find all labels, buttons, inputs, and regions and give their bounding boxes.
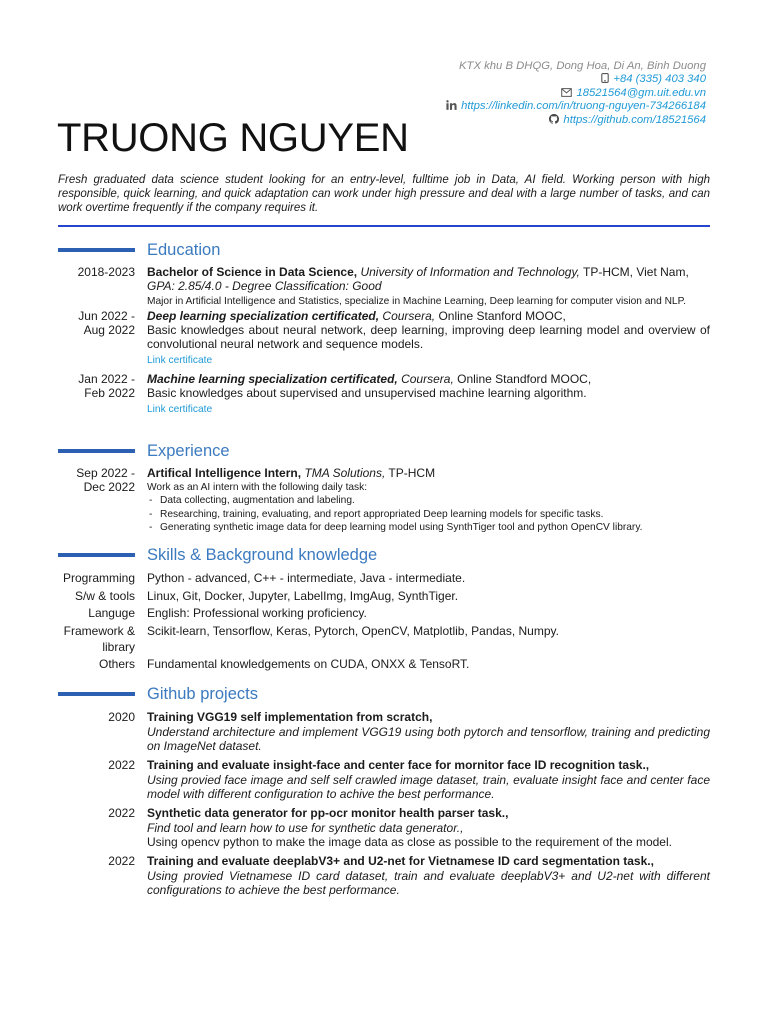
project-description: Understand architecture and implement VGG19 using both pytorch and tensorflow, training and predicting on ImageNet dataset. [147,724,710,753]
entry-date [58,372,135,416]
envelope-icon [561,88,572,97]
skill-label: Programming [62,571,135,585]
date-line: Feb 2022 [84,386,135,400]
task-text: Data collecting, augmentation and labeling. [160,495,355,507]
certificate-title: Deep learning specialization certificated, [147,309,380,323]
course-source: Online Stanford MOOC, [438,309,566,323]
certificate-link[interactable]: Link certificate [147,404,213,415]
provider: Coursera, [382,309,436,323]
project-year: 2022 [108,854,135,868]
entry-content [147,309,710,367]
task-item [147,521,710,534]
email-line [446,87,706,100]
projects-heading-row [58,684,710,704]
task-item [147,494,710,507]
entry-headline [147,372,710,386]
project-description: Using provied face image and self self crawled image dataset, train, evaluate insight face and center face model with different configuration to achive the best performance. [147,772,710,801]
task-list [147,494,710,534]
phone-link[interactable]: +84 (335) 403 340 [613,73,706,86]
project-content [147,758,710,802]
github-line [446,114,706,127]
contact-block [446,60,706,127]
skill-label: Others [98,657,135,671]
date-line: Sep 2022 - [76,466,135,480]
email-link[interactable]: 18521564@gm.uit.edu.vn [576,86,706,99]
entry-date [58,265,135,308]
entry-content [147,372,710,416]
education-section [58,240,710,416]
section-bar [58,248,135,252]
location: TP-HCM [388,466,436,480]
skill-row [58,588,710,604]
project-title [147,758,710,773]
entry-date [58,309,135,367]
skill-label: Languge [88,606,135,620]
address: KTX khu B DHQG, Dong Hoa, Di An, Binh Duong [459,60,706,72]
skills-heading: Skills & Background knowledge [147,546,378,564]
candidate-name: TRUONG NGUYEN [57,115,409,160]
institution: University of Information and Technology, [360,265,580,279]
linkedin-icon [446,100,457,110]
job-intro: Work as an AI intern with the following daily task: [147,482,368,493]
skill-value: English: Professional working proficiency. [147,606,367,620]
header-divider [58,225,710,227]
bullet-marker: - [149,495,153,507]
certificate-title: Machine learning specialization certificated, [147,372,398,386]
project-description: Find tool and learn how to use for synthetic data generator., [147,820,464,835]
skill-row [58,623,710,655]
project-title-text: Training and evaluate insight-face and center face for mornitor face ID recognition task., [147,758,650,772]
gpa-note: GPA: 2.85/4.0 - Degree Classification: Good [147,279,382,293]
phone-line [446,73,706,86]
major-detail: Major in Artificial Intelligence and Statistics, specialize in Machine Learning, Deep learning for computer vision and NLP. [147,296,686,307]
summary: Fresh graduated data science student looking for an entry-level, fulltime job in Data, AI field. Working person with high responsible, quick learning, and quick adaptation can work under high pressure and deal with a large number of tasks, and can work overtime frequently if the company requires it. [58,174,710,214]
skill-value: Python - advanced, C++ - intermediate, Java - intermediate. [147,571,466,585]
skill-row [58,656,710,672]
projects-section [58,684,710,898]
date-line: Jun 2022 - [78,309,135,323]
entry-headline [147,265,710,279]
certificate-description: Basic knowledges about neural network, deep learning, improving deep learning model and overview of convolutional neural network and sequence models. [147,323,710,351]
skill-label: Framework & library [63,623,135,654]
experience-entry [58,466,710,535]
github-link[interactable]: https://github.com/18521564 [563,113,706,126]
experience-section [58,441,710,535]
section-bar [58,449,135,453]
certificate-description: Basic knowledges about supervised and unsupervised machine learning algorithm. [147,386,587,400]
entry-headline [147,466,710,480]
skill-label: S/w & tools [74,588,135,603]
project-entry [58,710,710,754]
task-text: Generating synthetic image data for deep learning model using SynthTiger tool and python OpenCV library. [160,522,643,534]
project-content [147,854,710,898]
project-content [147,806,710,850]
certificate-link[interactable]: Link certificate [147,355,213,366]
job-details [147,481,710,535]
project-title [147,854,710,869]
project-description: Using provied Vietnamese ID card dataset, train and evaluate deeplabV3+ and U2-net with different configurations to achieve the best performance. [147,868,710,897]
linkedin-link[interactable]: https://linkedin.com/in/truong-nguyen-734266184 [461,100,706,113]
experience-heading-row [58,441,710,461]
skill-row [58,570,710,586]
company: TMA Solutions, [304,466,386,480]
skills-heading-row [58,545,710,565]
education-entry [58,372,710,416]
entry-date [58,466,135,535]
bullet-marker: - [149,522,153,534]
course-source: Online Standford MOOC, [457,372,592,386]
project-title-text: Synthetic data generator for pp-ocr monitor health parser task., [147,806,509,820]
location: TP-HCM, Viet Nam, [583,265,689,279]
projects-heading: Github projects [147,685,258,703]
skill-row [58,605,710,621]
github-icon [549,114,559,124]
section-bar [58,692,135,696]
project-entry [58,806,710,850]
project-title-text: Training VGG19 self implementation from scratch, [147,710,433,724]
project-entry [58,854,710,898]
date-line: 2018-2023 [77,265,135,279]
project-extra: Using opencv python to make the image data as close as possible to the requirement of the model. [147,835,672,849]
task-text: Researching, training, evaluating, and report appropriated Deep learning models for specific tasks. [160,508,604,520]
project-content [147,710,710,754]
skill-value: Fundamental knowledgements on CUDA, ONXX & TensoRT. [147,657,470,671]
project-year: 2022 [108,806,135,820]
task-item [147,508,710,521]
education-heading-row [58,240,710,260]
job-title: Artifical Intelligence Intern, [147,466,302,480]
entry-headline [147,309,710,323]
degree-title: Bachelor of Science in Data Science, [147,265,358,279]
project-year: 2022 [108,758,135,772]
entry-content [147,265,710,308]
date-line: Aug 2022 [83,323,135,337]
skill-value: Linux, Git, Docker, Jupyter, LabelImg, ImgAug, SynthTiger. [147,588,459,603]
phone-icon [601,73,609,83]
project-title-text: Training and evaluate deeplabV3+ and U2-net for Vietnamese ID card segmentation task., [147,854,654,868]
project-year: 2020 [108,710,135,724]
provider: Coursera, [401,372,454,386]
experience-heading: Experience [147,442,230,460]
date-line: Dec 2022 [83,480,135,494]
project-entry [58,758,710,802]
linkedin-line [446,100,706,113]
skill-value: Scikit-learn, Tensorflow, Keras, Pytorch, OpenCV, Matplotlib, Pandas, Numpy. [147,623,559,638]
project-title [147,806,710,821]
education-heading: Education [147,241,221,259]
entry-content [147,466,710,535]
project-title [147,710,710,725]
education-entry [58,265,710,308]
education-entry [58,309,710,367]
date-line: Jan 2022 - [78,372,135,386]
skills-section [58,545,710,672]
section-bar [58,553,135,557]
bullet-marker: - [149,508,153,520]
